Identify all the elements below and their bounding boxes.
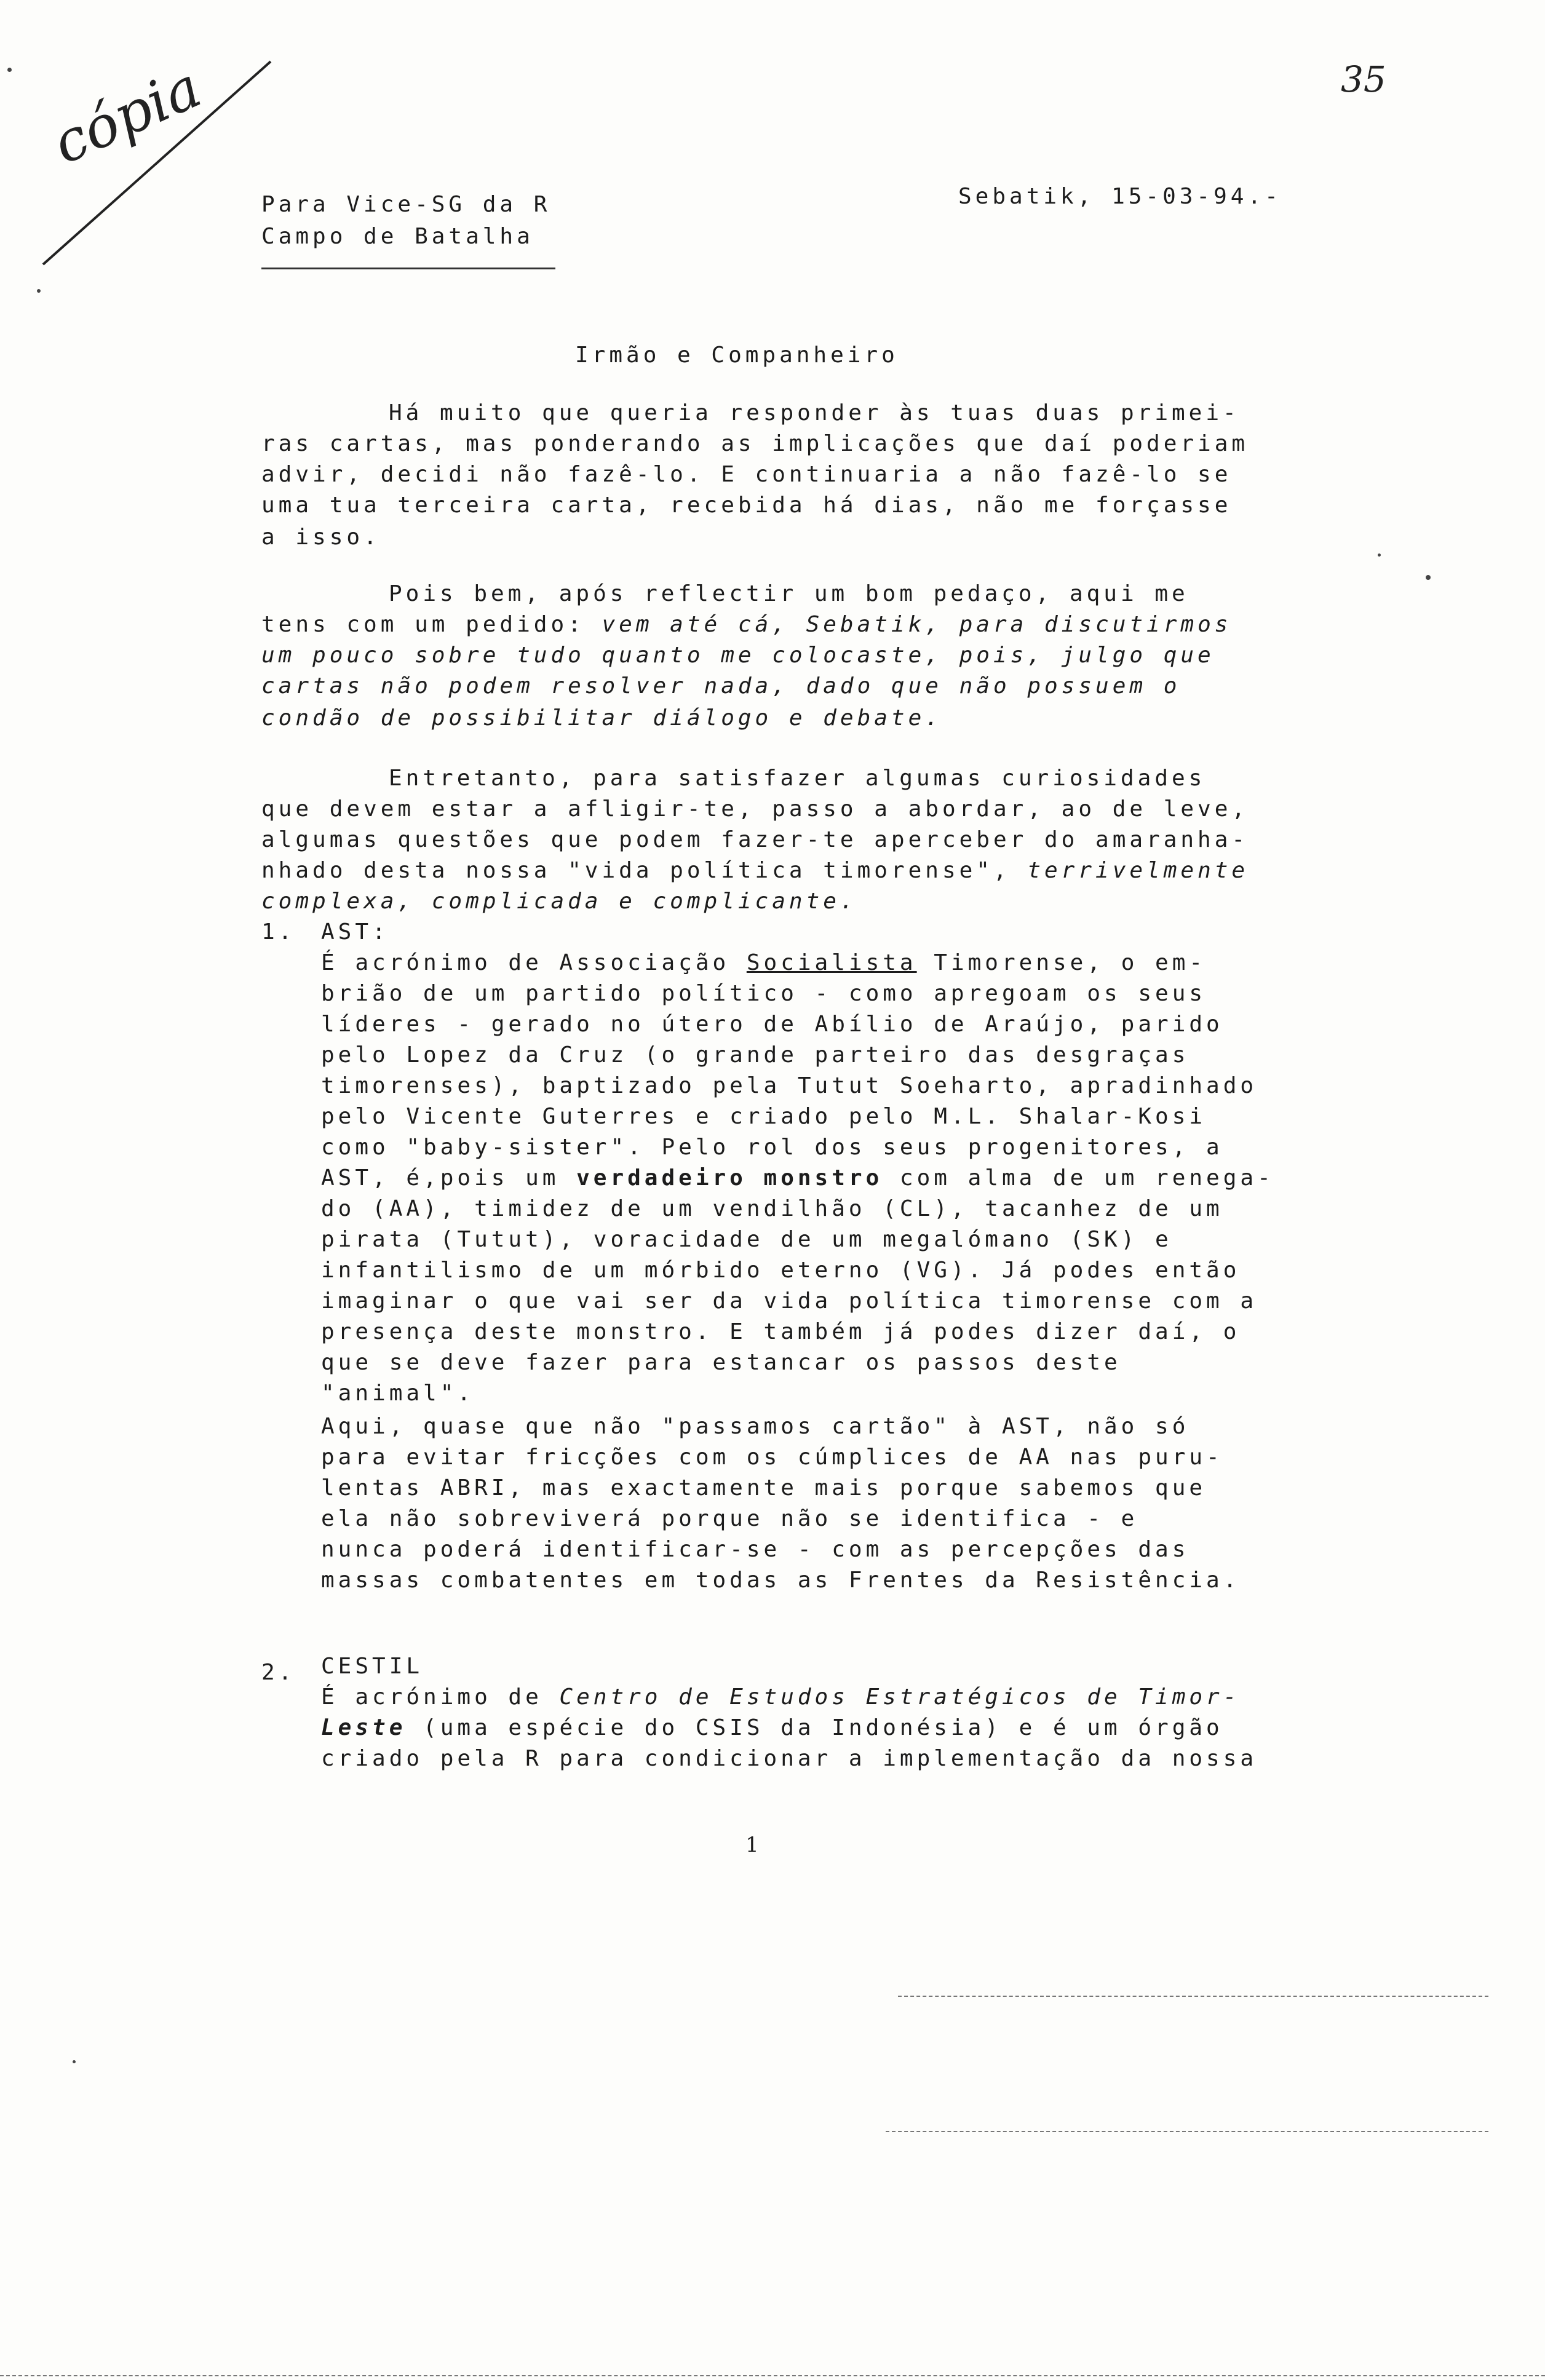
- section-1-text: AST, é,pois um: [321, 1165, 577, 1191]
- section-2-text: (uma espécie do CSIS da Indonésia) e é um órgão: [406, 1715, 1223, 1740]
- paragraph-1-line: Há muito que queria responder às tuas duas primei-: [389, 400, 1240, 426]
- section-1-line: que se deve fazer para estancar os passos deste: [321, 1350, 1121, 1375]
- paragraph-3-line: Entretanto, para satisfazer algumas curiosidades: [389, 766, 1206, 791]
- scan-artifact-line: [0, 2375, 1545, 2378]
- section-1-bold: verdadeiro monstro: [576, 1165, 883, 1191]
- paragraph-1-line: a isso.: [261, 525, 381, 550]
- section-1-line: como "baby-sister". Pelo rol dos seus progenitores, a: [321, 1135, 1223, 1160]
- paragraph-2-line: [261, 613, 1231, 637]
- section-1-line: pirata (Tutut), voracidade de um megalómano (SK) e: [321, 1227, 1172, 1252]
- handwritten-page-number: 35: [1341, 58, 1386, 100]
- recipient-underline: [261, 268, 555, 269]
- salutation: Irmão e Companheiro: [575, 343, 899, 368]
- section-1-number: 1.: [261, 919, 296, 945]
- section-1-line: pelo Lopez da Cruz (o grande parteiro das desgraças: [321, 1042, 1190, 1068]
- section-2-line: [321, 1685, 1240, 1710]
- section-1-line: brião de um partido político - como apregoam os seus: [321, 981, 1207, 1006]
- section-1-line: infantilismo de um mórbido eterno (VG). Já podes então: [321, 1258, 1241, 1283]
- section-2-number: 2.: [261, 1660, 296, 1685]
- scan-speck: [1378, 553, 1381, 557]
- section-1-line: presença deste monstro. E também já podes dizer daí, o: [321, 1319, 1241, 1344]
- section-1-line: massas combatentes em todas as Frentes da Resistência.: [321, 1568, 1241, 1593]
- section-1-line: lentas ABRI, mas exactamente mais porque sabemos que: [321, 1475, 1207, 1501]
- recipient-line-1: Para Vice-SG da R: [261, 192, 551, 217]
- scan-artifact-line: [886, 2131, 1488, 2133]
- section-1-line: líderes - gerado no útero de Abílio de Araújo, parido: [321, 1012, 1223, 1037]
- section-2-italic: Centro de Estudos Estratégicos de Timor-: [559, 1684, 1241, 1710]
- section-1-underlined: Socialista: [746, 950, 917, 975]
- section-1-line: [321, 1166, 1274, 1191]
- section-1-line: para evitar fricções com os cúmplices de AA nas puru-: [321, 1445, 1223, 1470]
- paragraph-3-line: que devem estar a afligir-te, passo a abordar, ao de leve,: [261, 796, 1249, 822]
- section-2-line: [321, 1716, 1223, 1740]
- place-date: Sebatik, 15-03-94.-: [958, 184, 1282, 209]
- section-2-text: É acrónimo de: [321, 1684, 560, 1710]
- paragraph-1-line: uma tua terceira carta, recebida há dias, não me forçasse: [261, 493, 1232, 518]
- section-1-line: nunca poderá identificar-se - com as percepções das: [321, 1537, 1190, 1562]
- paragraph-3-text: nhado desta nossa "vida política timorense",: [261, 858, 1028, 883]
- paragraph-2-line: um pouco sobre tudo quanto me colocaste, pois, julgo que: [261, 643, 1215, 668]
- paragraph-2-line: condão de possibilitar diálogo e debate.: [261, 705, 942, 731]
- paragraph-3-italic: terrivelmente: [1027, 858, 1249, 883]
- scan-speck: [7, 68, 12, 72]
- section-1-line: do (AA), timidez de um vendilhão (CL), tacanhez de um: [321, 1196, 1223, 1221]
- section-1-line: imaginar o que vai ser da vida política timorense com a: [321, 1288, 1258, 1314]
- paragraph-2-line: Pois bem, após reflectir um bom pedaço, aqui me: [389, 581, 1189, 606]
- section-1-line: [321, 951, 1206, 975]
- footer-page-number: 1: [745, 1833, 759, 1857]
- scan-speck: [73, 2060, 76, 2063]
- section-1-text: com alma de um renega-: [883, 1165, 1274, 1191]
- paragraph-2-line: cartas não podem resolver nada, dado que não possuem o: [261, 673, 1181, 699]
- paragraph-2-text: tens com um pedido:: [261, 612, 602, 637]
- section-1-line: pelo Vicente Guterres e criado pelo M.L. Shalar-Kosi: [321, 1104, 1207, 1129]
- diagonal-strike: [37, 49, 283, 271]
- section-1-line: "animal".: [321, 1381, 475, 1406]
- scan-artifact-line: [898, 1996, 1488, 1998]
- section-1-text: É acrónimo de Associação: [321, 950, 747, 975]
- scan-speck: [1426, 575, 1431, 580]
- scan-speck: [37, 289, 41, 293]
- recipient-line-2: Campo de Batalha: [261, 224, 534, 249]
- section-2-italic: Leste: [321, 1715, 407, 1740]
- paragraph-1-line: advir, decidi não fazê-lo. E continuaria a não fazê-lo se: [261, 462, 1232, 487]
- copy-stamp: cópia: [43, 54, 210, 177]
- section-2-title: CESTIL: [321, 1654, 424, 1679]
- section-1-line: timorenses), baptizado pela Tutut Soeharto, apradinhado: [321, 1073, 1258, 1098]
- section-2-line: criado pela R para condicionar a implementação da nossa: [321, 1746, 1258, 1771]
- paragraph-3-line: [261, 859, 1249, 883]
- section-1-line: ela não sobreviverá porque não se identifica - e: [321, 1506, 1138, 1531]
- paragraph-3-line: algumas questões que podem fazer-te aperceber do amaranha-: [261, 827, 1249, 852]
- paragraph-3-line: complexa, complicada e complicante.: [261, 889, 857, 914]
- section-1-title: AST:: [321, 919, 389, 945]
- section-1-line: Aqui, quase que não "passamos cartão" à AST, não só: [321, 1414, 1190, 1439]
- paragraph-1-line: ras cartas, mas ponderando as implicações que daí poderiam: [261, 431, 1249, 456]
- section-1-text: Timorense, o em-: [916, 950, 1207, 975]
- paragraph-2-italic: vem até cá, Sebatik, para discutirmos: [602, 612, 1232, 637]
